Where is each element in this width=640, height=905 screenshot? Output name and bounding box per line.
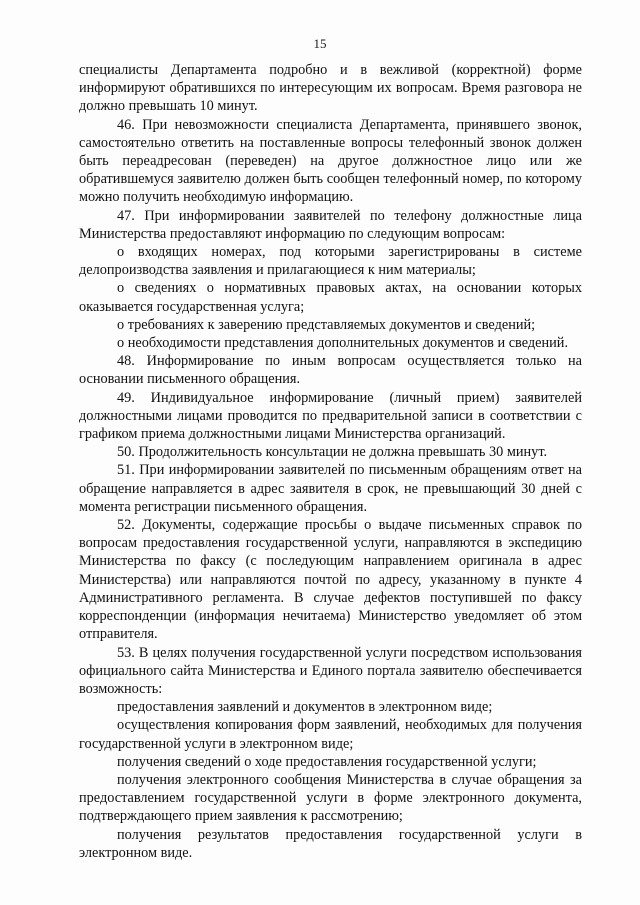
- paragraph-50: 50. Продолжительность консультации не должна превышать 30 минут.: [117, 444, 548, 461]
- paragraph-52: 52. Документы, содержащие просьбы о выдаче письменных справок по вопросам предоставления государственной услуги, направляются в экспедицию Министерства по факсу (с последующим направлением оригинала в адрес Министерства) или направляются почтой по адресу, указанному в пункте 4 Административного регламента. В случае дефектов поступившей по факсу корреспонденции (информация нечитаема) Министерство уведомляет об этом отправителя.: [79, 517, 582, 643]
- list-item-electronic-submission: предоставления заявлений и документов в электронном виде;: [117, 699, 493, 716]
- paragraph-53: 53. В целях получения государственной услуги посредством использования официального сайта Министерства и Единого портала заявителю обеспечивается возможность:: [79, 644, 582, 697]
- list-item-legal-acts: о сведениях о нормативных правовых актах, на основании которых оказывается государственная услуга;: [79, 280, 582, 315]
- list-item-electronic-results: получения результатов предоставления государственной услуги в электронном виде.: [79, 826, 582, 861]
- page-number: 15: [313, 36, 327, 51]
- paragraph-47: 47. При информировании заявителей по телефону должностные лица Министерства предоставляют информацию по следующим вопросам:: [79, 207, 582, 242]
- paragraph-49: 49. Индивидуальное информирование (личный прием) заявителей должностными лицами проводится по предварительной записи в соответствии с графиком приема должностными лицами Министерства организаций.: [79, 389, 582, 443]
- list-item-progress-info: получения сведений о ходе предоставления государственной услуги;: [117, 753, 537, 770]
- list-item-form-copying: осуществления копирования форм заявлений, необходимых для получения государственной услуги в электронном виде;: [79, 717, 582, 752]
- list-item-certification-requirements: о требованиях к заверению представляемых документов и сведений;: [117, 316, 536, 333]
- paragraph-51: 51. При информировании заявителей по письменным обращениям ответ на обращение направляется в адрес заявителя в срок, не превышающий 30 дней с момента регистрации письменного обращения.: [79, 462, 582, 515]
- document-body: [79, 61, 582, 862]
- paragraph-continuation: специалисты Департамента подробно и в вежливой (корректной) форме информируют обратившихся по интересующим их вопросам. Время разговора не должно превышать 10 минут.: [79, 62, 582, 115]
- list-item-incoming-numbers: о входящих номерах, под которыми зарегистрированы в системе делопроизводства заявления и прилагающиеся к ним материалы;: [79, 244, 582, 279]
- list-item-electronic-message: получения электронного сообщения Министерства в случае обращения за предоставлением государственной услуги в форме электронного документа, подтверждающего прием заявления к рассмотрению;: [79, 771, 582, 825]
- paragraph-48: 48. Информирование по иным вопросам осуществляется только на основании письменного обращения.: [79, 353, 582, 388]
- list-item-additional-documents: о необходимости представления дополнительных документов и сведений.: [117, 335, 569, 352]
- paragraph-46: 46. При невозможности специалиста Департамента, принявшего звонок, самостоятельно ответить на поставленные вопросы телефонный звонок должен быть переадресован (переведен) на другое должностное лицо или же обратившемуся заявителю должен быть сообщен телефонный номер, по которому можно получить необходимую информацию.: [79, 116, 582, 206]
